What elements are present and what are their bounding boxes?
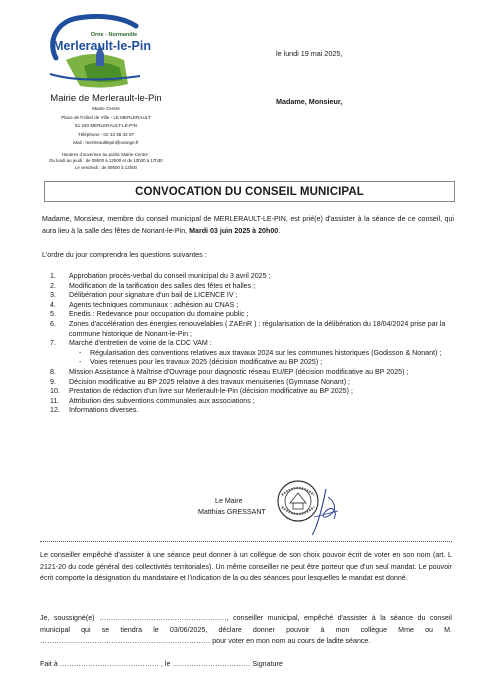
agenda-item [42, 272, 454, 282]
mairie-contact [20, 105, 192, 148]
mairie-info-line: Mairie Centre [92, 106, 120, 111]
agenda-item-text: Délibération pour signature d'un bail de LICENCE IV ; [69, 291, 238, 300]
subitem-dash: - [79, 348, 82, 357]
agenda-item [42, 378, 454, 388]
agenda-item-number: 9. [50, 377, 56, 386]
agenda-item [42, 387, 454, 397]
agenda-item-number: 11. [50, 396, 60, 405]
agenda-item [42, 282, 454, 292]
mairie-info-line: Mail : merleraultlepin@orange.fr [73, 140, 139, 145]
signatory-name: Matthias GRESSANT [198, 508, 266, 516]
meeting-date: Mardi 03 juin 2025 à 20h00 [189, 226, 279, 235]
mairie-hours [20, 152, 192, 171]
commune-logo [44, 14, 166, 94]
agenda-item-text: Agents techniques communaux : adhésion au CNAS ; [69, 300, 239, 309]
agenda-item [42, 320, 454, 339]
agenda-item-number: 2. [50, 281, 56, 290]
agenda-item-text: Enedis : Redevance pour occupation du domaine public ; [69, 310, 249, 319]
agenda-item-number: 5. [50, 310, 56, 319]
agenda-item-number: 4. [50, 300, 56, 309]
separator-line [40, 541, 452, 542]
signature-icon [308, 487, 342, 537]
agenda-item-number: 6. [50, 319, 56, 328]
agenda-intro: L'ordre du jour comprendra les questions suivantes : [42, 251, 207, 259]
agenda-item-text: Attribution des subventions communales aux associations ; [69, 396, 255, 405]
agenda-item-number: 8. [50, 367, 56, 376]
logo-name: Merlerault-le-Pin [53, 39, 151, 53]
mairie-info-line: Place de l'Hôtel de Ville - LE MERLERAULT [61, 114, 151, 120]
intro-text: Madame, Monsieur, membre du conseil municipal de MERLERAULT-LE-PIN, est prié(e) d'assister à la séance de ce conseil, qui aura lieu à la salle des fêtes de Nonant-le-Pin, [42, 215, 454, 235]
mairie-title: Mairie de Merlerault-le-Pin [50, 93, 162, 104]
signatory-role: Le Maire [215, 497, 243, 505]
agenda-item [42, 301, 454, 311]
agenda-item-text: Marché d'entretien de voirie de la CDC VAM : [69, 339, 212, 348]
hours-line: Du lundi au jeudi : de 09h00 à 12h00 et de 13h30 à 17h30 [49, 158, 163, 164]
agenda-item [42, 291, 454, 301]
agenda-item [42, 310, 454, 320]
agenda-subitem [42, 358, 454, 368]
agenda-item [42, 339, 454, 349]
subitem-text: Voies retenues pour les travaux 2025 (décision modificative au BP 2025) ; [90, 358, 323, 367]
agenda-item [42, 368, 454, 378]
intro-end: . [278, 226, 281, 235]
document-title-text: CONVOCATION DU CONSEIL MUNICIPAL [135, 185, 364, 198]
agenda-item-number: 12. [50, 406, 60, 415]
subitem-dash: - [79, 358, 82, 367]
agenda-item-number: 10. [50, 387, 60, 396]
agenda-item-text: Informations diverses. [69, 406, 139, 415]
agenda-item [42, 406, 454, 416]
signature-line: Fait à …………………………………… , le …………………………… Signature [40, 660, 283, 668]
subitem-text: Régularisation des conventions relatives aux travaux 2024 sur les communes historiques (Godisson & Nonant) ; [90, 348, 442, 357]
agenda-subitem [42, 349, 454, 359]
proxy-form: Je, soussigné(e) ………………………………………………, conseiller municipal, empêché d'assister à la séance du conseil municipal qui se tiendra le 03/06/2025, déclare donner pouvoir à mon collègue Mme ou M. ……………………………………………………………… pour voter en mon nom au cours de ladite séance. [40, 614, 452, 645]
agenda-item-number: 7. [50, 339, 56, 348]
mairie-info-line: 61 240 MERLERAULT-LE-PIN [75, 123, 137, 128]
salutation: Madame, Monsieur, [276, 97, 343, 106]
agenda-item-number: 1. [50, 272, 56, 280]
signatory [198, 496, 298, 518]
agenda-item-text: Zones d'accélération des énergies renouvelables ( ZAEnR ) : régularisation de la délibération du 18/04/2024 prise par la commune historique de Nonant-le-Pin ; [69, 319, 446, 338]
mairie-info-line: Téléphone : 02 33 35 42 87 [77, 131, 135, 137]
agenda-item-text: Prestation de rédaction d'un livre sur Merlerault-le-Pin (décision modificative au BP 2025) ; [69, 387, 353, 396]
agenda-item-text: Mission Assistance à Maîtrise d'Ouvrage pour diagnostic réseau EU/EP (décision modificative au BP 2025) ; [69, 367, 409, 376]
intro-paragraph [42, 214, 454, 237]
hours-line: Horaires d'ouverture au public Mairie-Centre : [61, 152, 151, 157]
logo-region: Orne - Normandie [90, 32, 138, 38]
letter-date: le lundi 19 mai 2025, [276, 49, 343, 58]
agenda-item [42, 397, 454, 407]
proxy-conditions: Le conseiller empêché d'assister à une séance peut donner à un collègue de son choix pouvoir écrit de voter en son nom (art. L 2121-20 du code général des collectivités territoriales). Un même conseiller ne peut être porteur que d'un seul mandat. Le pouvoir écrit comporte la désignation du mandataire et l'indication de la ou des séances pour lesquelles le mandat est donné. [40, 551, 452, 582]
agenda-item-text: Modification de la tarification des salles des fêtes et halles ; [69, 281, 256, 290]
agenda-item-number: 3. [50, 291, 56, 300]
hours-line: Le vendredi : de 09h00 à 12h00 [74, 164, 137, 170]
agenda-list [42, 272, 454, 416]
agenda-item-text: Décision modificative au BP 2025 relative à des travaux menuiseries (Gymnase Nonant) ; [69, 377, 350, 386]
agenda-item-text: Approbation procès-verbal du conseil municipal du 3 avril 2025 ; [69, 272, 271, 280]
document-title [44, 181, 455, 202]
